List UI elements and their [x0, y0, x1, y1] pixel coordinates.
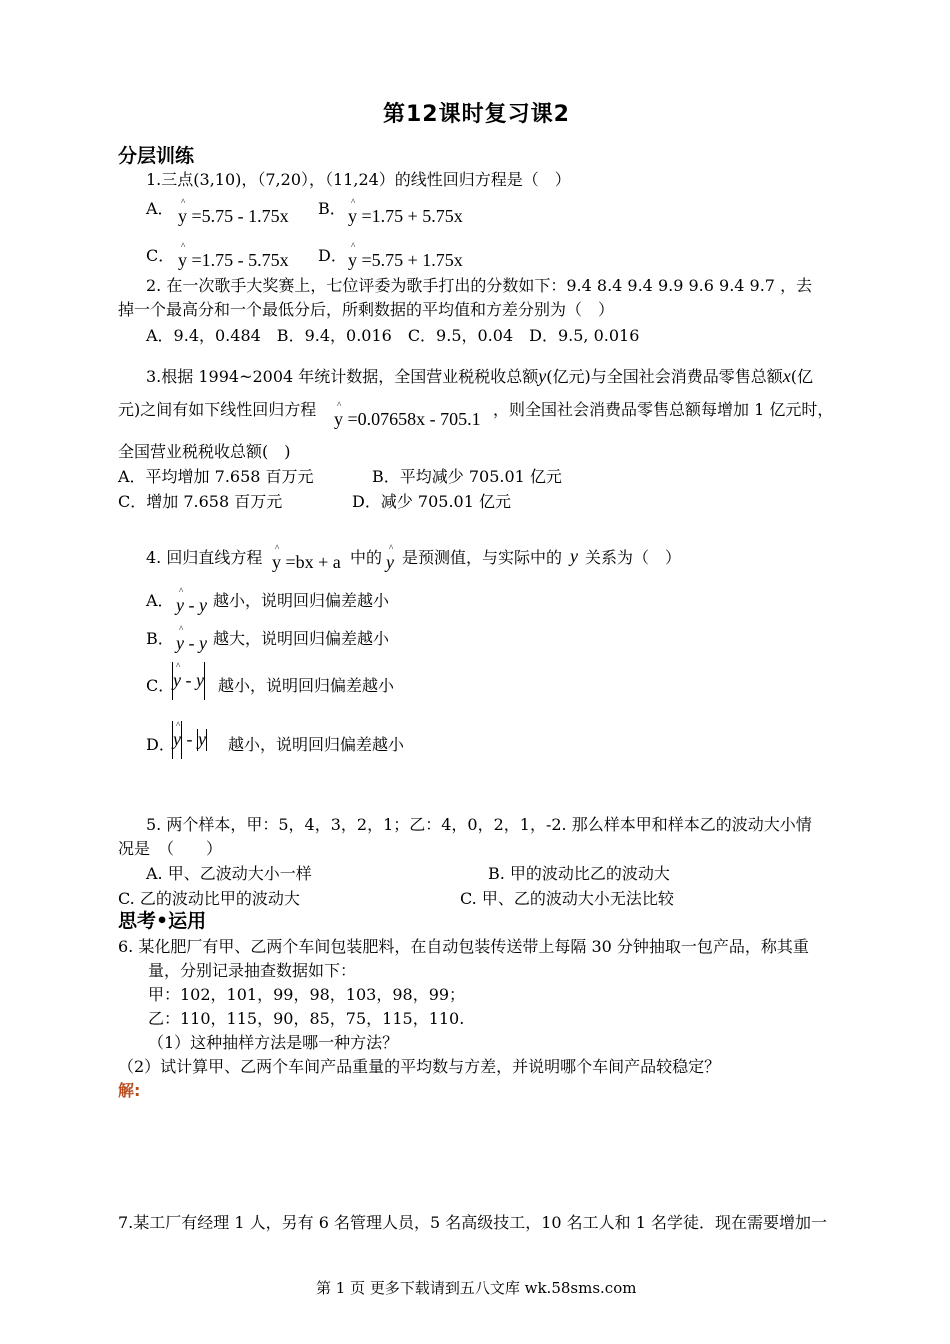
question-4-option-b-expr: ^ y - y [176, 624, 207, 653]
question-3-option-a: A．平均增加 7.658 百万元 [118, 467, 314, 486]
question-3-line-2: 元)之间有如下线性回归方程 [118, 400, 317, 419]
question-4-stem-in: 中的 [350, 548, 383, 567]
question-7-line-1: 7.某工厂有经理 1 人，另有 6 名管理人员，5 名高级技工，10 名工人和 1 名学徒．现在需要增加一 [118, 1213, 828, 1232]
question-1-option-c-equation: ^ y =1.75 - 5.75x [178, 241, 289, 270]
question-1-option-d-label: D． [318, 246, 347, 265]
question-4-y: y [570, 546, 578, 566]
question-3-option-c: C．增加 7.658 百万元 [118, 492, 283, 511]
question-5-line-1: 5. 两个样本，甲：5，4，3，2，1；乙：4，0，2，1，-2. 那么样本甲和样本乙的波动大小情 [146, 815, 812, 834]
question-4-yhat: ^ y [386, 543, 394, 572]
page-footer: 第 1 页 更多下载请到五八文库 wk.58sms.com [316, 1279, 637, 1297]
question-4-option-c-abs-expr: ^ y - y [172, 662, 205, 700]
question-3-line-3: 全国营业税税收总额( ) [118, 442, 291, 461]
question-5-option-c: C. 乙的波动比甲的波动大 [118, 889, 300, 908]
question-1-option-b-equation: ^ y =1.75 + 5.75x [348, 197, 463, 226]
question-4-option-a-label: A． [146, 591, 174, 610]
question-2-line-2: 掉一个最高分和一个最低分后，所剩数据的平均值和方差分别为（ ） [118, 300, 615, 319]
question-5-option-a: A. 甲、乙波动大小一样 [146, 864, 312, 883]
question-3-equation: ^ y =0.07658x - 705.1 [334, 400, 481, 429]
question-6-data-jia: 甲：102，101，99，98，103，98，99； [148, 985, 466, 1004]
question-1-option-d-equation: ^ y =5.75 + 1.75x [348, 241, 463, 270]
question-4-option-c-label: C． [146, 676, 175, 695]
question-6-part-2: （2）试计算甲、乙两个车间产品重量的平均数与方差，并说明哪个车间产品较稳定？ [118, 1057, 721, 1076]
question-1-stem: 1.三点(3,10)，（7,20），（11,24）的线性回归方程是（ ） [146, 170, 571, 189]
question-4-option-a-expr: ^ y - y [176, 586, 207, 615]
question-4-option-c-text: 越小，说明回归偏差越小 [218, 676, 395, 695]
question-1-option-a-label: A． [146, 199, 174, 218]
question-5-line-2: 况是 （ ） [118, 839, 223, 858]
question-4-stem-start: 4. 回归直线方程 [146, 548, 263, 567]
question-4-stem-predicted: 是预测值，与实际中的 [402, 548, 563, 567]
question-5-option-d: C. 甲、乙的波动大小无法比较 [460, 889, 674, 908]
question-3-option-d: D．减少 705.01 亿元 [352, 492, 511, 511]
page-title: 第12课时复习课2 [383, 102, 570, 127]
question-4-option-b-text: 越大，说明回归偏差越小 [213, 629, 390, 648]
question-1-option-b-label: B． [318, 199, 346, 218]
section-heading-think-apply: 思考•运用 [118, 910, 207, 932]
question-6-line-1: 6. 某化肥厂有甲、乙两个车间包装肥料，在自动包装传送带上每隔 30 分钟抽取一包产品，称其重 [118, 937, 809, 956]
question-3-line-1: 3.根据 1994~2004 年统计数据，全国营业税税收总额y(亿元)与全国社会消费品零售总额x(亿 [146, 366, 814, 386]
question-2-options: A．9.4，0.484 B．9.4，0.016 C．9.5，0.04 D．9.5, 0.016 [146, 326, 640, 345]
question-6-data-yi: 乙：110，115，90，85，75，115，110. [148, 1009, 465, 1028]
question-1-option-a-equation: ^ y =5.75 - 1.75x [178, 197, 289, 226]
question-5-option-b: B. 甲的波动比乙的波动大 [488, 864, 670, 883]
question-4-option-a-text: 越小，说明回归偏差越小 [213, 591, 390, 610]
question-4-option-d-label: D． [146, 735, 175, 754]
question-6-part-1: （1）这种抽样方法是哪一种方法？ [148, 1033, 399, 1052]
question-2-line-1: 2. 在一次歌手大奖赛上，七位评委为歌手打出的分数如下：9.4 8.4 9.4 9.9 9.6 9.4 9.7 ，去 [146, 276, 813, 295]
question-6-line-2: 量，分别记录抽查数据如下： [148, 961, 357, 980]
question-1-option-c-label: C． [146, 246, 175, 265]
question-4-stem-end: 关系为（ ） [585, 548, 682, 567]
question-4-option-b-label: B． [146, 629, 174, 648]
question-3-line-2-end: ，则全国社会消费品零售总额每增加 1 亿元时， [493, 400, 834, 419]
question-4-option-d-abs-expr: ^ y - y [172, 721, 207, 759]
question-4-equation: ^ y =bx + a [272, 543, 341, 572]
question-3-option-b: B．平均减少 705.01 亿元 [372, 467, 562, 486]
answer-label: 解: [118, 1081, 141, 1100]
section-heading-layered-training: 分层训练 [118, 145, 195, 167]
question-4-option-d-text: 越小，说明回归偏差越小 [228, 735, 405, 754]
